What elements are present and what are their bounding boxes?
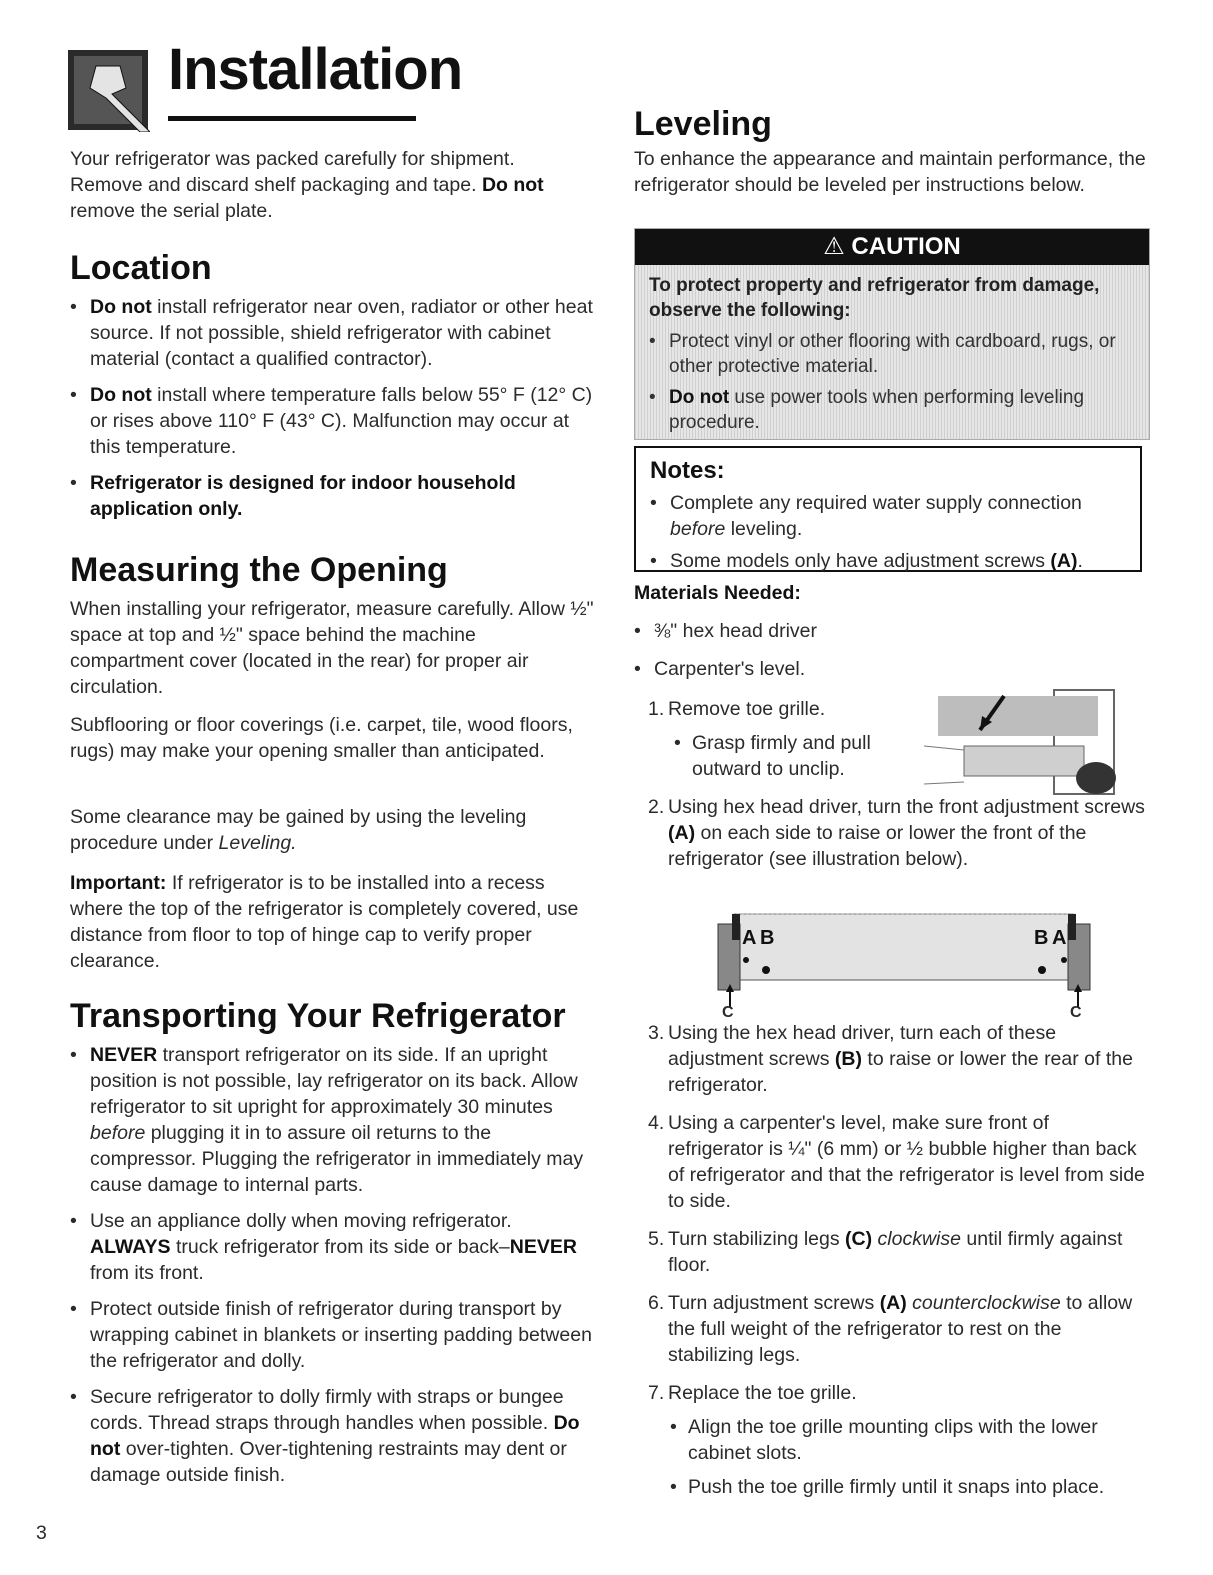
- list-item-text: over-tighten. Over-tightening restraints may dent or damage outside finish.: [90, 1438, 567, 1486]
- list-item: [668, 1474, 1149, 1500]
- label-a: A: [1052, 927, 1067, 949]
- step-italic: clockwise: [872, 1228, 961, 1250]
- measuring-p3-text: Some clearance may be gained by using the leveling procedure under: [70, 806, 527, 854]
- step-text: Turn adjustment screws: [668, 1292, 880, 1314]
- label-c-left: C: [722, 1004, 734, 1021]
- step-number: 4.: [648, 1112, 665, 1134]
- list-item-text: Carpenter's level.: [654, 658, 806, 680]
- step-text: Using the hex head driver, turn each of these adjustment screws: [668, 1022, 1057, 1070]
- list-item-text: .: [1077, 550, 1083, 572]
- list-item: [668, 1414, 1149, 1466]
- page-title: Installation: [168, 37, 463, 102]
- list-item-text: Some models only have adjustment screws: [670, 550, 1051, 572]
- step-text: to allow the full weight of the refrigerator to rest on the stabilizing legs.: [668, 1292, 1133, 1366]
- list-item: [650, 490, 1126, 542]
- label-b: B: [760, 927, 775, 949]
- important-label: Important:: [70, 872, 167, 894]
- list-item-italic: before: [670, 518, 726, 540]
- list-item-text: Use an appliance dolly when moving refrigerator.: [90, 1210, 512, 1232]
- step-item: [634, 1380, 1149, 1500]
- step-item: [634, 1290, 1149, 1368]
- step-item: [634, 1020, 1149, 1098]
- caution-title: CAUTION: [851, 233, 961, 260]
- step-text: Remove toe grille.: [668, 698, 826, 720]
- list-item-bold: Refrigerator is designed for indoor household application only.: [90, 472, 516, 520]
- label-b: B: [1034, 927, 1049, 949]
- list-item-text: ⅜" hex head driver: [654, 620, 818, 642]
- step-sublist: [668, 1414, 1149, 1500]
- materials-title: Materials Needed:: [634, 582, 801, 604]
- important-text: If refrigerator is to be installed into a recess where the top of the refrigerator is completely covered, use distance from floor to top of hinge cap to verify proper clearance.: [70, 872, 579, 972]
- list-item-text: leveling.: [725, 518, 803, 540]
- leveling-steps: [634, 696, 1149, 884]
- notes-list: [650, 490, 1126, 574]
- step-text: Turn stabilizing legs: [668, 1228, 846, 1250]
- page-number: 3: [36, 1522, 47, 1544]
- step-number: 2.: [648, 796, 665, 818]
- list-item: [70, 294, 595, 372]
- list-item: [70, 1384, 595, 1488]
- step-number: 7.: [648, 1382, 665, 1404]
- measuring-p1: When installing your refrigerator, measure carefully. Allow ½" space at top and ½" space behind the machine compartment cover (located in the rear) for proper air circulation.: [70, 598, 594, 698]
- list-item-text: Secure refrigerator to dolly firmly with straps or bungee cords. Thread straps through handles when possible.: [90, 1386, 564, 1434]
- location-heading: Location: [70, 249, 212, 287]
- step-sublist: [672, 730, 892, 782]
- warning-icon: ⚠: [823, 233, 845, 260]
- page-title-block: [66, 37, 463, 138]
- list-item-bold: Do not: [669, 387, 730, 408]
- list-item: [70, 470, 595, 522]
- leveling-steps-continued: [634, 1020, 1149, 1512]
- measuring-heading: Measuring the Opening: [70, 551, 448, 589]
- list-item: [70, 382, 595, 460]
- list-item-italic: before: [90, 1122, 146, 1144]
- step-text: Using hex head driver, turn the front adjustment screws: [668, 796, 1145, 818]
- list-item: [649, 385, 1135, 435]
- caution-body: [635, 265, 1149, 435]
- step-text: to raise or lower the rear of the refrigerator.: [668, 1048, 1133, 1096]
- reference-label: (A): [668, 822, 696, 844]
- title-underline: [168, 116, 416, 121]
- reference-label: (C): [845, 1228, 873, 1250]
- reference-label: (A): [1050, 550, 1078, 572]
- list-item-text: plugging it in to assure oil returns to the compressor. Plugging the refrigerator in immediately may cause damage to internal parts.: [90, 1122, 584, 1196]
- wrench-icon: [66, 48, 150, 132]
- list-item-text: Complete any required water supply connection: [670, 492, 1082, 514]
- list-item: [634, 618, 1134, 644]
- notes-title: Notes:: [650, 457, 725, 484]
- measuring-p3-italic: Leveling.: [218, 832, 297, 854]
- caution-lead: To protect property and refrigerator from damage, observe the following:: [649, 275, 1100, 321]
- step-item: [634, 1110, 1149, 1214]
- step-number: 1.: [648, 698, 665, 720]
- step-number: 3.: [648, 1022, 665, 1044]
- intro-text-end: remove the serial plate.: [70, 200, 273, 222]
- list-item-text: Protect outside finish of refrigerator during transport by wrapping cabinet in blankets or inserting padding between the refrigerator and dolly.: [90, 1298, 592, 1372]
- list-item-bold: NEVER: [509, 1236, 577, 1258]
- step-text: Replace the toe grille.: [668, 1382, 857, 1404]
- list-item-text: Push the toe grille firmly until it snaps into place.: [688, 1476, 1105, 1498]
- list-item: [70, 1042, 595, 1198]
- transport-list: [70, 1042, 595, 1498]
- list-item-text: Protect vinyl or other flooring with cardboard, rugs, or other protective material.: [669, 331, 1116, 377]
- intro-bold: Do not: [481, 174, 544, 196]
- list-item-text: use power tools when performing leveling procedure.: [669, 387, 1085, 433]
- leveling-heading: Leveling: [634, 105, 772, 143]
- transport-heading: Transporting Your Refrigerator: [70, 997, 566, 1035]
- list-item: [634, 656, 1134, 682]
- list-item-bold: Do not: [90, 1412, 580, 1460]
- intro-paragraph: [70, 146, 590, 224]
- step-item: [634, 794, 1149, 872]
- caution-list: [649, 329, 1135, 435]
- location-list: [70, 294, 595, 532]
- step-item: [634, 696, 1149, 782]
- step-number: 6.: [648, 1292, 665, 1314]
- caution-header: [635, 229, 1149, 265]
- step-item: [634, 1226, 1149, 1278]
- list-item: [649, 329, 1135, 379]
- list-item-bold: Do not: [90, 384, 152, 406]
- measuring-p2: Subflooring or floor coverings (i.e. carpet, tile, wood floors, rugs) may make your opening smaller than anticipated.: [70, 714, 573, 762]
- step-number: 5.: [648, 1228, 665, 1250]
- intro-text: Your refrigerator was packed carefully for shipment. Remove and discard shelf packaging and tape.: [70, 148, 515, 196]
- list-item: [70, 1296, 595, 1374]
- step-text: on each side to raise or lower the front of the refrigerator (see illustration below).: [668, 822, 1087, 870]
- list-item-text: truck refrigerator from its side or back–: [170, 1236, 510, 1258]
- materials-list: [634, 618, 1134, 692]
- adjustment-screws-illustration: [704, 908, 1104, 1020]
- list-item-bold: NEVER: [90, 1044, 158, 1066]
- step-italic: counterclockwise: [906, 1292, 1061, 1314]
- list-item: [672, 730, 892, 782]
- important-paragraph: [70, 870, 595, 974]
- list-item-text: install refrigerator near oven, radiator or other heat source. If not possible, shield refrigerator with cabinet material (contact a qualified contractor).: [90, 296, 593, 370]
- list-item-text: transport refrigerator on its side. If an upright position is not possible, lay refrigerator on its back. Allow refrigerator to sit upright for approximately 30 minutes: [90, 1044, 578, 1118]
- list-item-text: install where temperature falls below 55° F (12° C) or rises above 110° F (43° C). Malfunction may occur at this temperature.: [90, 384, 593, 458]
- list-item-bold: ALWAYS: [90, 1236, 171, 1258]
- list-item-text: Align the toe grille mounting clips with the lower cabinet slots.: [688, 1416, 1098, 1464]
- notes-box: [634, 446, 1142, 572]
- measuring-p3: [70, 804, 595, 856]
- reference-label: (A): [879, 1292, 907, 1314]
- label-a: A: [742, 927, 757, 949]
- caution-box: [634, 228, 1150, 440]
- step-text: until firmly against floor.: [668, 1228, 1123, 1276]
- step-text: Using a carpenter's level, make sure front of refrigerator is ¼" (6 mm) or ½ bubble higher than back of refrigerator and that the refrigerator is level from side to side.: [668, 1112, 1145, 1212]
- leveling-intro: To enhance the appearance and maintain performance, the refrigerator should be leveled per instructions below.: [634, 148, 1146, 196]
- list-item-bold: Do not: [90, 296, 152, 318]
- list-item: [70, 1208, 595, 1286]
- list-item-text: Grasp firmly and pull outward to unclip.: [692, 732, 871, 780]
- label-c-right: C: [1070, 1004, 1082, 1021]
- list-item-text: from its front.: [90, 1262, 204, 1284]
- list-item: [650, 548, 1126, 574]
- reference-label: (B): [834, 1048, 862, 1070]
